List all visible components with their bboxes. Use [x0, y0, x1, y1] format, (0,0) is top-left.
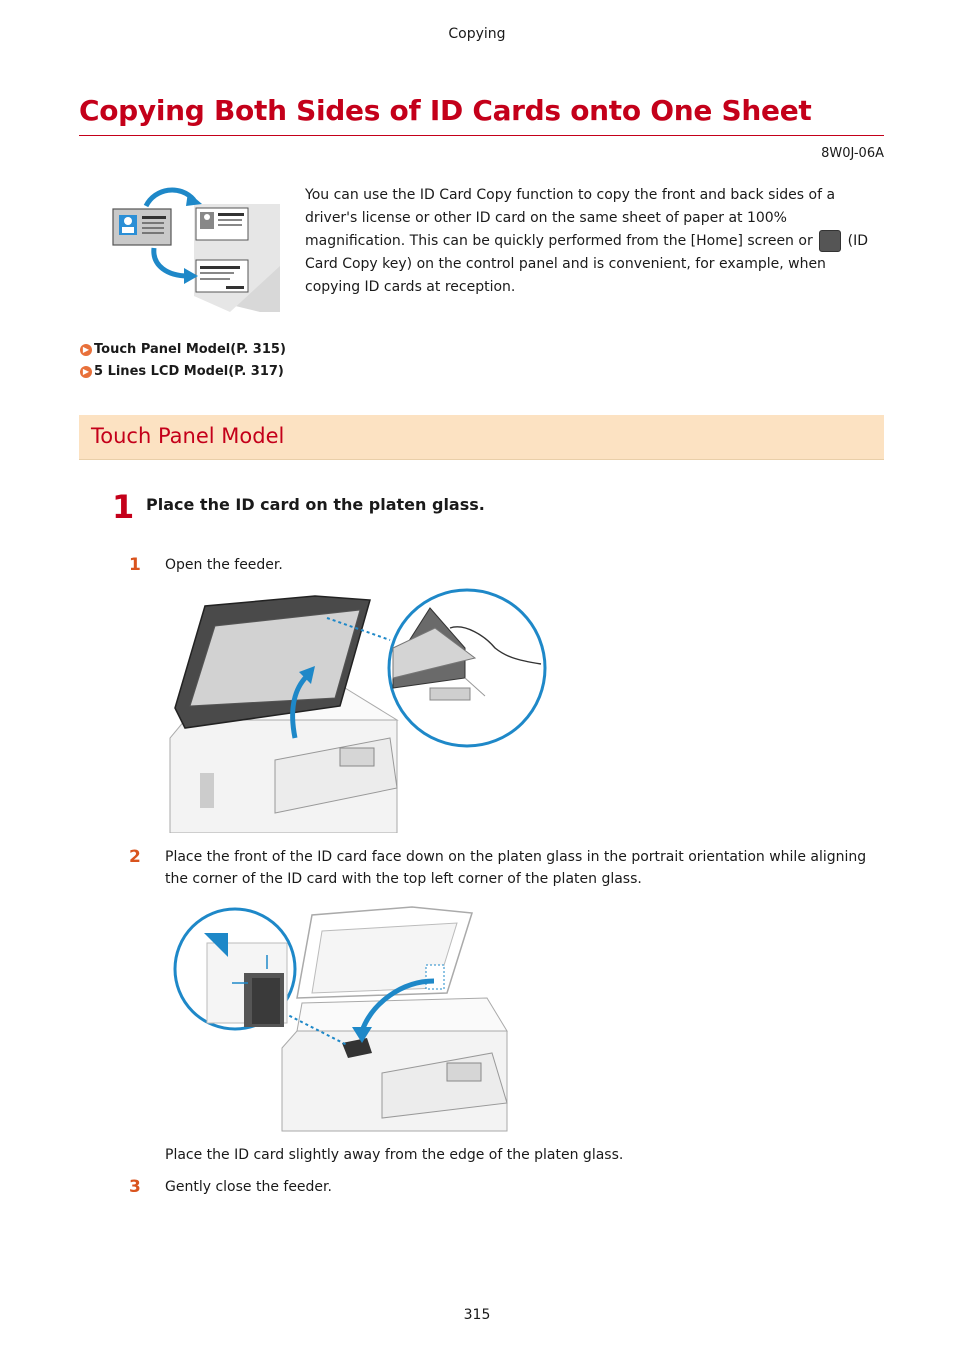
substep-note: Place the ID card slightly away from the edge of the platen glass.: [165, 1147, 624, 1163]
link-label: 5 Lines LCD Model(P. 317): [94, 364, 284, 379]
id-card-copy-icon: [110, 186, 282, 314]
link-arrow-icon: ▶: [80, 344, 92, 356]
substep-text: Open the feeder.: [165, 557, 283, 573]
substep-number: 3: [129, 1177, 141, 1197]
link-arrow-icon: ▶: [80, 366, 92, 378]
title-rule: [79, 135, 884, 136]
page-number: 315: [463, 1307, 491, 1323]
intro-text-part2: (ID Card Copy key) on the control panel and is convenient, for example, when copying ID cards at reception.: [305, 233, 868, 295]
intro-paragraph: [305, 184, 880, 299]
step-number: 1: [112, 488, 135, 526]
place-id-card-illustration: [172, 903, 514, 1133]
open-feeder-illustration: [165, 588, 550, 833]
id-card-copy-key-icon: [819, 230, 841, 252]
substep-number: 1: [129, 555, 141, 575]
section-title: Touch Panel Model: [91, 424, 285, 448]
substep-number: 2: [129, 847, 141, 867]
link-5-lines-lcd-model[interactable]: [80, 364, 284, 379]
substep-text: Place the front of the ID card face down on the platen glass in the portrait orientation while aligning the corner of the ID card with the top left corner of the platen glass.: [165, 849, 867, 887]
step-text: Place the ID card on the platen glass.: [146, 495, 485, 514]
link-label: Touch Panel Model(P. 315): [94, 342, 286, 357]
link-touch-panel-model[interactable]: [80, 342, 286, 357]
running-header: Copying: [448, 26, 506, 42]
page-title: Copying Both Sides of ID Cards onto One Sheet: [79, 94, 812, 127]
substep-text: Gently close the feeder.: [165, 1179, 332, 1195]
document-id: 8W0J-06A: [821, 146, 884, 161]
intro-text-part1: You can use the ID Card Copy function to copy the front and back sides of a driver's license or other ID card on the same sheet of paper at 100% magnification. This can be quickly performed from the [Home] screen or: [305, 187, 836, 249]
